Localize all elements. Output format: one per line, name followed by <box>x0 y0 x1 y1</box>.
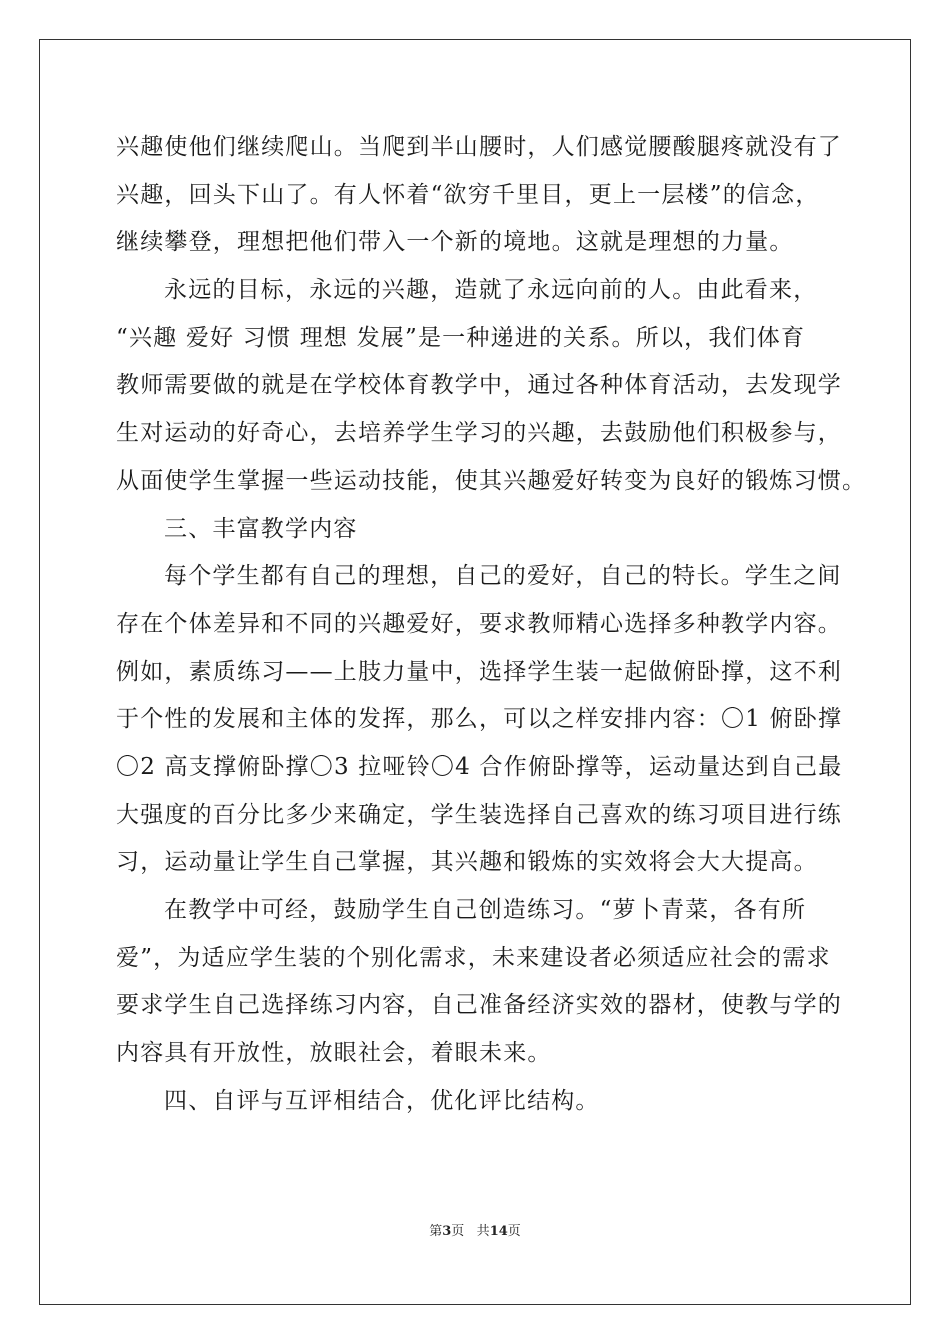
text-line: 生对运动的好奇心，去培养学生学习的兴趣，去鼓励他们积极参与， <box>116 420 842 447</box>
footer-page-suffix: 页 <box>451 1224 465 1239</box>
text-line: 兴趣，回头下山了。有人怀着“欲穷千里目，更上一层楼”的信念， <box>116 181 820 208</box>
section-heading: 四、自评与互评相结合，优化评比结构。 <box>164 1087 600 1114</box>
text-line: “兴趣 爱好 习惯 理想 发展”是一种递进的关系。所以，我们体育 <box>116 324 806 351</box>
text-line: 要求学生自己选择练习内容，自己准备经济实效的器材，使教与学的 <box>116 992 842 1019</box>
section-heading: 三、丰富教学内容 <box>164 515 358 542</box>
text-line: 兴趣使他们继续爬山。当爬到半山腰时，人们感觉腰酸腿疼就没有了 <box>116 134 842 160</box>
text-line: 习，运动量让学生自己掌握，其兴趣和锻炼的实效将会大大提高。 <box>116 849 818 876</box>
text-line: 大强度的百分比多少来确定，学生装选择自己喜欢的练习项目进行练 <box>116 801 842 828</box>
paragraph-start-line: 永远的目标，永远的兴趣，造就了永远向前的人。由此看来， <box>164 277 818 304</box>
page-footer <box>0 1220 950 1239</box>
footer-prefix: 第 <box>429 1224 443 1239</box>
document-body <box>116 124 867 1125</box>
text-line: 教师需要做的就是在学校体育教学中，通过各种体育活动，去发现学 <box>116 372 842 399</box>
current-page-number: 3 <box>442 1224 452 1239</box>
total-page-count: 14 <box>489 1224 508 1239</box>
footer-total-suffix: 页 <box>507 1224 521 1239</box>
text-line: 〇2 高支撑俯卧撑〇3 拉哑铃〇4 合作俯卧撑等，运动量达到自己最 <box>116 753 843 780</box>
text-line: 继续攀登，理想把他们带入一个新的境地。这就是理想的力量。 <box>116 229 794 256</box>
text-line: 存在个体差异和不同的兴趣爱好，要求教师精心选择多种教学内容。 <box>116 610 842 637</box>
text-line: 于个性的发展和主体的发挥，那么，可以之样安排内容：〇1 俯卧撑 <box>116 706 843 733</box>
text-line: 例如，素质练习——上肢力量中，选择学生装一起做俯卧撑，这不利 <box>116 658 842 685</box>
text-line: 内容具有开放性，放眼社会，着眼未来。 <box>116 1040 552 1067</box>
paragraph-start-line: 每个学生都有自己的理想，自己的爱好，自己的特长。学生之间 <box>164 563 842 590</box>
footer-total-prefix: 共 <box>476 1224 490 1239</box>
paragraph-start-line: 在教学中可经，鼓励学生自己创造练习。“萝卜青菜，各有所 <box>164 897 807 923</box>
text-line: 爱”，为适应学生装的个别化需求，未来建设者必须适应社会的需求 <box>116 944 831 971</box>
text-line: 从面使学生掌握一些运动技能，使其兴趣爱好转变为良好的锻炼习惯。 <box>116 467 867 494</box>
